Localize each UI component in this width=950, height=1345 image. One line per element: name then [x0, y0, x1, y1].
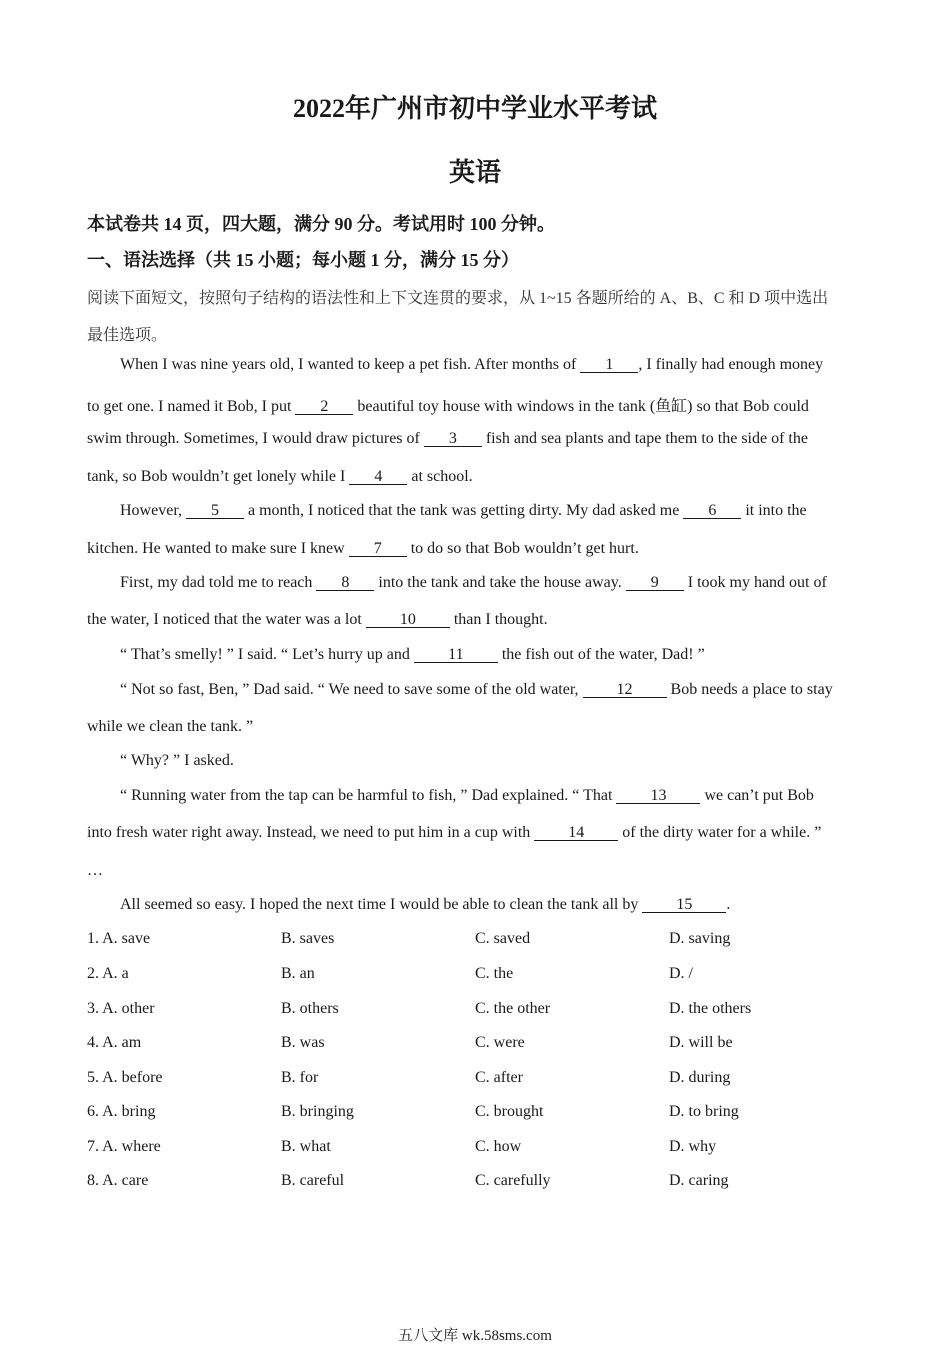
passage-text: the water, I noticed that the water was a lot: [87, 611, 366, 628]
passage-text: to do so that Bob wouldn’t get hurt.: [406, 540, 639, 557]
option-d: D. during: [669, 1069, 731, 1086]
passage-text: I took my hand out of: [683, 574, 827, 591]
exam-title: 2022年广州市初中学业水平考试: [292, 94, 657, 123]
blank-14: 14: [534, 825, 618, 841]
option-d: D. caring: [669, 1172, 729, 1189]
option-d: D. the others: [669, 1000, 752, 1017]
option-b: B. careful: [281, 1172, 345, 1189]
passage-text: of the dirty water for a while. ”: [618, 824, 822, 841]
blank-4: 4: [349, 469, 407, 485]
passage-text: fish and sea plants and tape them to the side of the: [481, 430, 808, 447]
passage-text: When I was nine years old, I wanted to keep a pet fish. After months of: [120, 356, 581, 373]
blank-15: 15: [642, 897, 726, 913]
passage-line: [87, 540, 867, 558]
passage-text: “ Not so fast, Ben, ” Dad said. “ We need to save some of the old water,: [120, 681, 583, 698]
option-a: 8. A. care: [87, 1172, 149, 1189]
blank-7: 7: [349, 541, 407, 557]
option-a: 3. A. other: [87, 1000, 155, 1017]
option-a: 2. A. a: [87, 965, 129, 982]
passage-text: to get one. I named it Bob, I put: [87, 398, 296, 415]
passage-text: “ That’s smelly! ” I said. “ Let’s hurry up and: [120, 646, 414, 663]
option-c: C. the other: [475, 1000, 551, 1017]
blank-3: 3: [424, 431, 482, 447]
passage-text: beautiful toy house with windows in the tank (鱼缸) so that Bob could: [353, 398, 809, 415]
passage-text: into fresh water right away. Instead, we need to put him in a cup with: [87, 824, 535, 841]
passage-line: [120, 646, 900, 664]
option-b: B. was: [281, 1034, 325, 1051]
passage-line: [120, 356, 900, 374]
passage-line: [87, 824, 867, 842]
option-c: C. brought: [475, 1103, 544, 1120]
passage-text: the fish out of the water, Dad! ”: [497, 646, 705, 663]
option-a: 7. A. where: [87, 1138, 161, 1155]
option-b: B. an: [281, 965, 315, 982]
passage-text: kitchen. He wanted to make sure I knew: [87, 540, 349, 557]
passage-text: into the tank and take the house away.: [374, 574, 626, 591]
option-b: B. what: [281, 1138, 331, 1155]
blank-13: 13: [616, 788, 700, 804]
instruction-line-2: 最佳选项。: [87, 327, 168, 344]
passage-text: it into the: [741, 502, 807, 519]
passage-line: [120, 681, 900, 699]
blank-1: 1: [580, 357, 638, 373]
option-a: 4. A. am: [87, 1034, 142, 1051]
blank-5: 5: [186, 503, 244, 519]
option-b: B. for: [281, 1069, 319, 1086]
passage-line: [87, 393, 867, 416]
blank-11: 11: [414, 647, 498, 663]
blank-6: 6: [683, 503, 741, 519]
passage-line: [87, 611, 867, 629]
blank-9: 9: [626, 575, 684, 591]
passage-text: a month, I noticed that the tank was getting dirty. My dad asked me: [244, 502, 684, 519]
option-c: C. after: [475, 1069, 523, 1086]
passage-text: at school.: [407, 468, 473, 485]
passage-text: However,: [120, 502, 186, 519]
option-c: C. how: [475, 1138, 522, 1155]
passage-text: Bob needs a place to stay: [666, 681, 833, 698]
passage-line: while we clean the tank. ”: [87, 718, 254, 735]
option-c: C. the: [475, 965, 514, 982]
passage-ellipsis: …: [87, 862, 103, 879]
passage-text: , I finally had enough money: [638, 356, 824, 373]
passage-text: “ Running water from the tap can be harmful to fish, ” Dad explained. “ That: [120, 787, 617, 804]
option-b: B. saves: [281, 930, 335, 947]
passage-text: All seemed so easy. I hoped the next time I would be able to clean the tank all by: [120, 896, 643, 913]
passage-line: [87, 468, 867, 486]
instruction-line-1: 阅读下面短文，按照句子结构的语法性和上下文连贯的要求，从 1~15 各题所给的 A、B、C 和 D 项中选出: [87, 290, 829, 307]
passage-text: tank, so Bob wouldn’t get lonely while I: [87, 468, 350, 485]
option-a: 1. A. save: [87, 930, 151, 947]
option-c: C. saved: [475, 930, 531, 947]
subject-title: 英语: [448, 158, 501, 187]
passage-line: [87, 430, 867, 448]
passage-line: [120, 574, 900, 592]
blank-12: 12: [583, 682, 667, 698]
passage-text: .: [726, 896, 731, 913]
passage-text: First, my dad told me to reach: [120, 574, 317, 591]
passage-line: [120, 502, 900, 520]
option-a: 5. A. before: [87, 1069, 163, 1086]
passage-line: [120, 896, 900, 914]
blank-10: 10: [366, 612, 450, 628]
option-d: D. will be: [669, 1034, 733, 1051]
passage-text: we can’t put Bob: [700, 787, 814, 804]
blank-8: 8: [316, 575, 374, 591]
option-a: 6. A. bring: [87, 1103, 156, 1120]
option-d: D. to bring: [669, 1103, 739, 1120]
section-heading: 一、语法选择（共 15 小题；每小题 1 分，满分 15 分）: [87, 250, 519, 270]
passage-text: than I thought.: [449, 611, 548, 628]
option-d: D. saving: [669, 930, 731, 947]
passage-line: [120, 787, 900, 805]
option-b: B. bringing: [281, 1103, 354, 1120]
option-d: D. /: [669, 965, 693, 982]
exam-info: 本试卷共 14 页，四大题，满分 90 分。考试用时 100 分钟。: [87, 214, 555, 234]
option-c: C. carefully: [475, 1172, 551, 1189]
footer-watermark: 五八文库 wk.58sms.com: [398, 1328, 552, 1344]
option-b: B. others: [281, 1000, 339, 1017]
option-d: D. why: [669, 1138, 717, 1155]
option-c: C. were: [475, 1034, 525, 1051]
blank-2: 2: [295, 399, 353, 415]
passage-line: “ Why? ” I asked.: [120, 752, 234, 769]
passage-text: swim through. Sometimes, I would draw pictures of: [87, 430, 424, 447]
